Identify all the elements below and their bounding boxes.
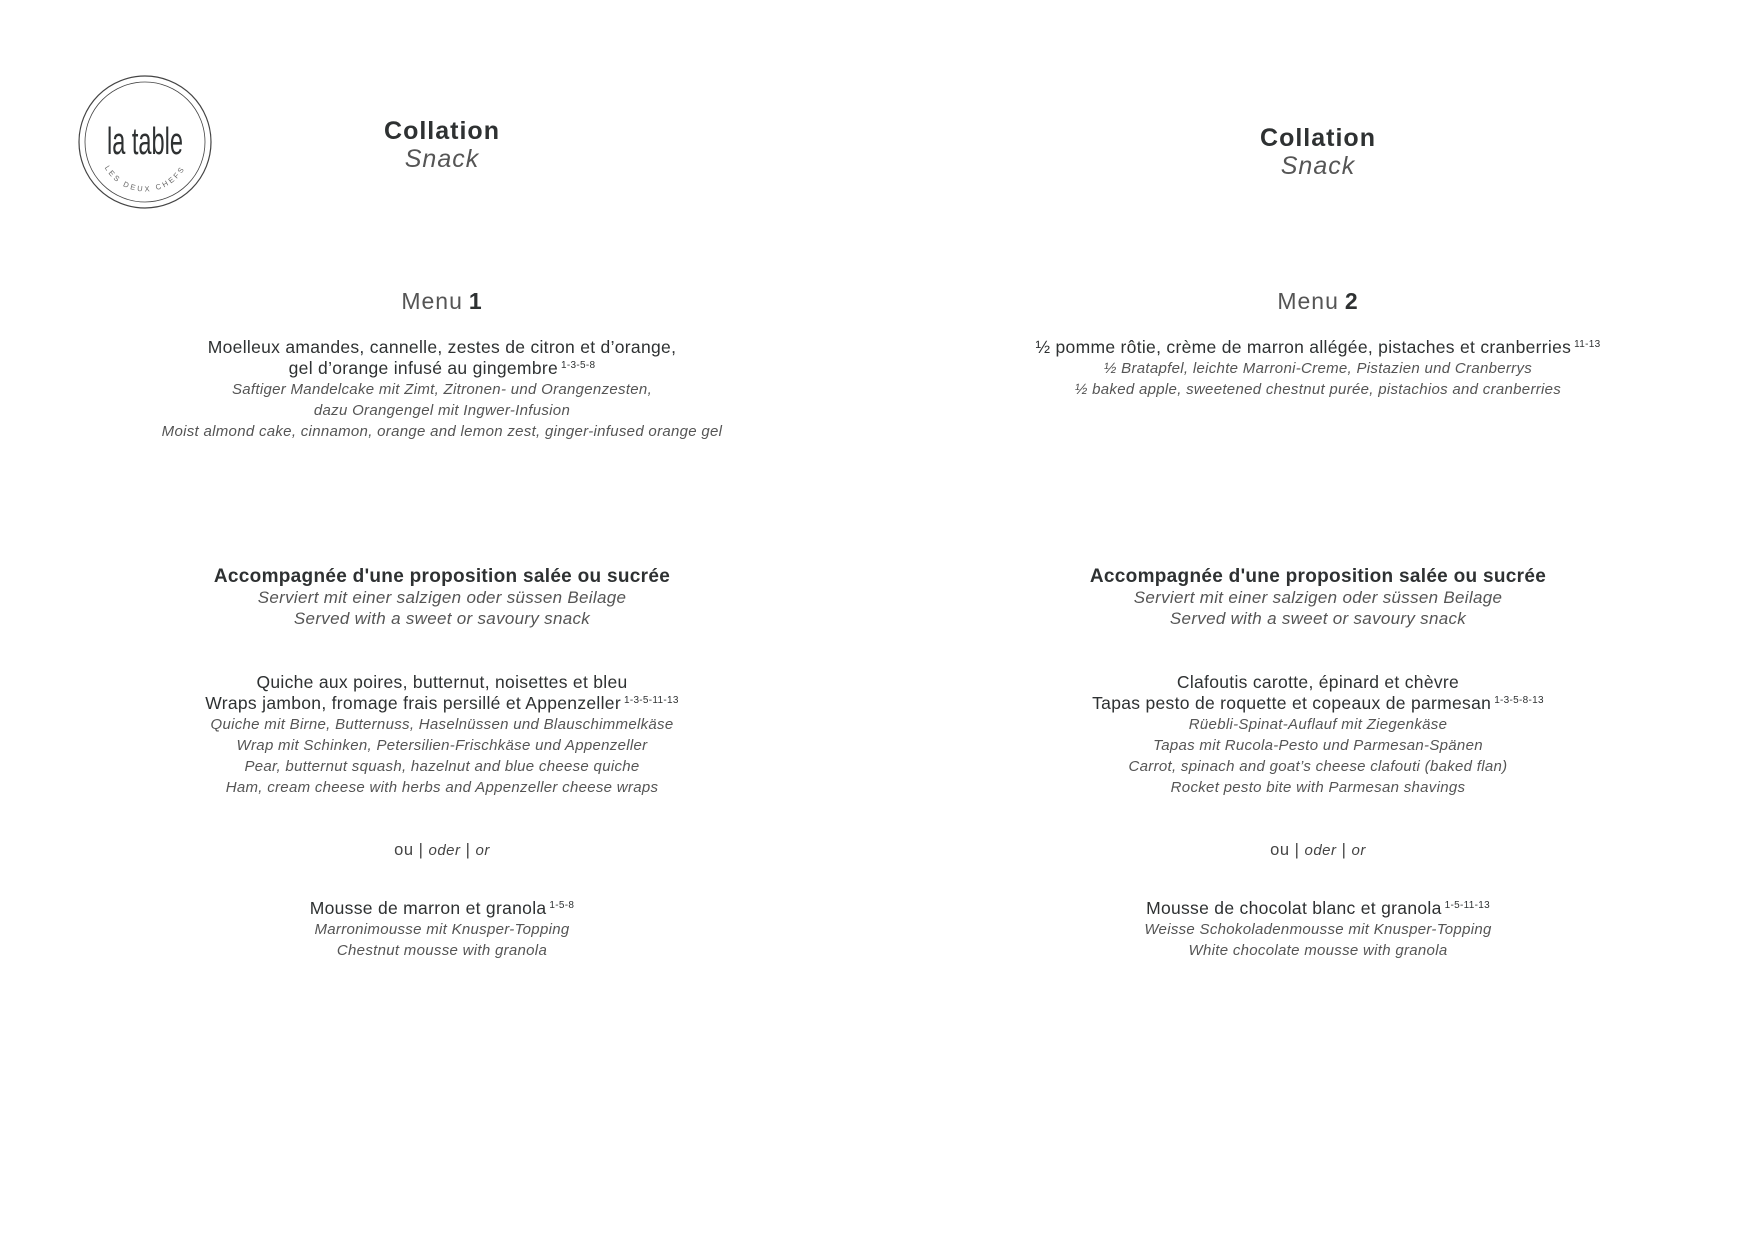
allergen-codes: 1-3-5-11-13 <box>623 695 679 706</box>
menu-word: Menu <box>401 288 463 314</box>
savoury-fr-line-1: Quiche aux poires, butternut, noisettes et bleu <box>256 672 628 692</box>
savoury-fr-line-1: Clafoutis carotte, épinard et chèvre <box>1176 672 1460 692</box>
allergen-codes: 11-13 <box>1574 339 1601 350</box>
savoury-translation: Rüebli-Spinat-Auflauf mit Ziegenkäse <box>1188 716 1448 733</box>
savoury-translation: Ham, cream cheese with herbs and Appenzeller cheese wraps <box>225 779 659 796</box>
menu-label <box>968 288 1668 315</box>
or-separator: ou | oder | or <box>394 841 490 859</box>
accompaniment <box>968 566 1668 629</box>
savoury-fr-line-2: Wraps jambon, fromage frais persillé et Appenzeller $^{1-3-5-11-13}$ <box>205 693 679 713</box>
dish-de-line-2: dazu Orangengel mit Ingwer-Infusion <box>313 402 571 419</box>
accompaniment-de: Serviert mit einer salzigen oder süssen Beilage <box>257 588 627 607</box>
sweet-fr: Mousse de marron et granola $^{1-5-8}$ <box>309 898 575 918</box>
main-dish <box>968 337 1668 400</box>
savoury-translation: Wrap mit Schinken, Petersilien-Frischkäse und Appenzeller <box>236 737 648 754</box>
sweet-option <box>968 898 1668 961</box>
dish-fr: ½ pomme rôtie, crème de marron allégée, pistaches et cranberries $^{11-13}$ <box>1035 337 1601 357</box>
accompaniment-en: Served with a sweet or savoury snack <box>293 609 591 628</box>
heading-title: Collation <box>384 117 500 145</box>
sweet-fr: Mousse de chocolat blanc et granola $^{1-5-11-13}$ <box>1146 898 1490 918</box>
accompaniment-en: Served with a sweet or savoury snack <box>1169 609 1467 628</box>
savoury-option <box>968 672 1668 798</box>
savoury-fr-line-2: Tapas pesto de roquette et copeaux de parmesan $^{1-3-5-8-13}$ <box>1092 693 1544 713</box>
savoury-option <box>92 672 792 798</box>
section-heading <box>968 124 1668 180</box>
dish-de: ½ Bratapfel, leichte Marroni-Creme, Pistazien und Cranberrys <box>1103 360 1533 377</box>
savoury-translation: Carrot, spinach and goat’s cheese clafouti (baked flan) <box>1128 758 1508 775</box>
sweet-en: Chestnut mousse with granola <box>336 942 548 959</box>
allergen-codes: 1-3-5-8 <box>561 360 596 371</box>
heading-subtitle: Snack <box>1280 152 1356 180</box>
accompaniment-fr: Accompagnée d'une proposition salée ou sucrée <box>213 566 671 587</box>
svg-text:LES DEUX CHEFS: LES DEUX CHEFS <box>102 163 188 194</box>
menu-number: 2 <box>1344 288 1359 314</box>
svg-text:la table: la table <box>107 119 183 163</box>
section-heading <box>92 117 792 173</box>
allergen-codes: 1-3-5-8-13 <box>1494 695 1544 706</box>
sweet-de: Weisse Schokoladenmousse mit Knusper-Topping <box>1144 921 1492 938</box>
dish-fr-line-2: gel d’orange infusé au gingembre $^{1-3-5-8}$ <box>288 358 596 378</box>
savoury-translation: Rocket pesto bite with Parmesan shavings <box>1170 779 1466 796</box>
accompaniment-de: Serviert mit einer salzigen oder süssen Beilage <box>1133 588 1503 607</box>
savoury-translation: Pear, butternut squash, hazelnut and blue cheese quiche <box>244 758 640 775</box>
sweet-de: Marronimousse mit Knusper-Topping <box>314 921 570 938</box>
savoury-translation: Quiche mit Birne, Butternuss, Haselnüssen und Blauschimmelkäse <box>210 716 674 733</box>
dish-en: ½ baked apple, sweetened chestnut purée, pistachios and cranberries <box>1074 381 1562 398</box>
dish-de-line-1: Saftiger Mandelcake mit Zimt, Zitronen- und Orangenzesten, <box>231 381 653 398</box>
heading-title: Collation <box>1260 124 1376 152</box>
or-separator: ou | oder | or <box>1270 841 1366 859</box>
savoury-translation: Tapas mit Rucola-Pesto und Parmesan-Spänen <box>1153 737 1483 754</box>
sweet-en: White chocolate mousse with granola <box>1188 942 1448 959</box>
dish-fr-line-1: Moelleux amandes, cannelle, zestes de citron et d’orange, <box>207 337 677 357</box>
main-dish <box>92 337 792 442</box>
heading-subtitle: Snack <box>404 145 480 173</box>
accompaniment-fr: Accompagnée d'une proposition salée ou sucrée <box>1089 566 1547 587</box>
menu-word: Menu <box>1277 288 1339 314</box>
allergen-codes: 1-5-8 <box>549 900 575 911</box>
sweet-option <box>92 898 792 961</box>
menu-label <box>92 288 792 315</box>
accompaniment <box>92 566 792 629</box>
menu-number: 1 <box>468 288 483 314</box>
allergen-codes: 1-5-11-13 <box>1444 900 1490 911</box>
dish-en: Moist almond cake, cinnamon, orange and lemon zest, ginger-infused orange gel <box>161 423 723 440</box>
